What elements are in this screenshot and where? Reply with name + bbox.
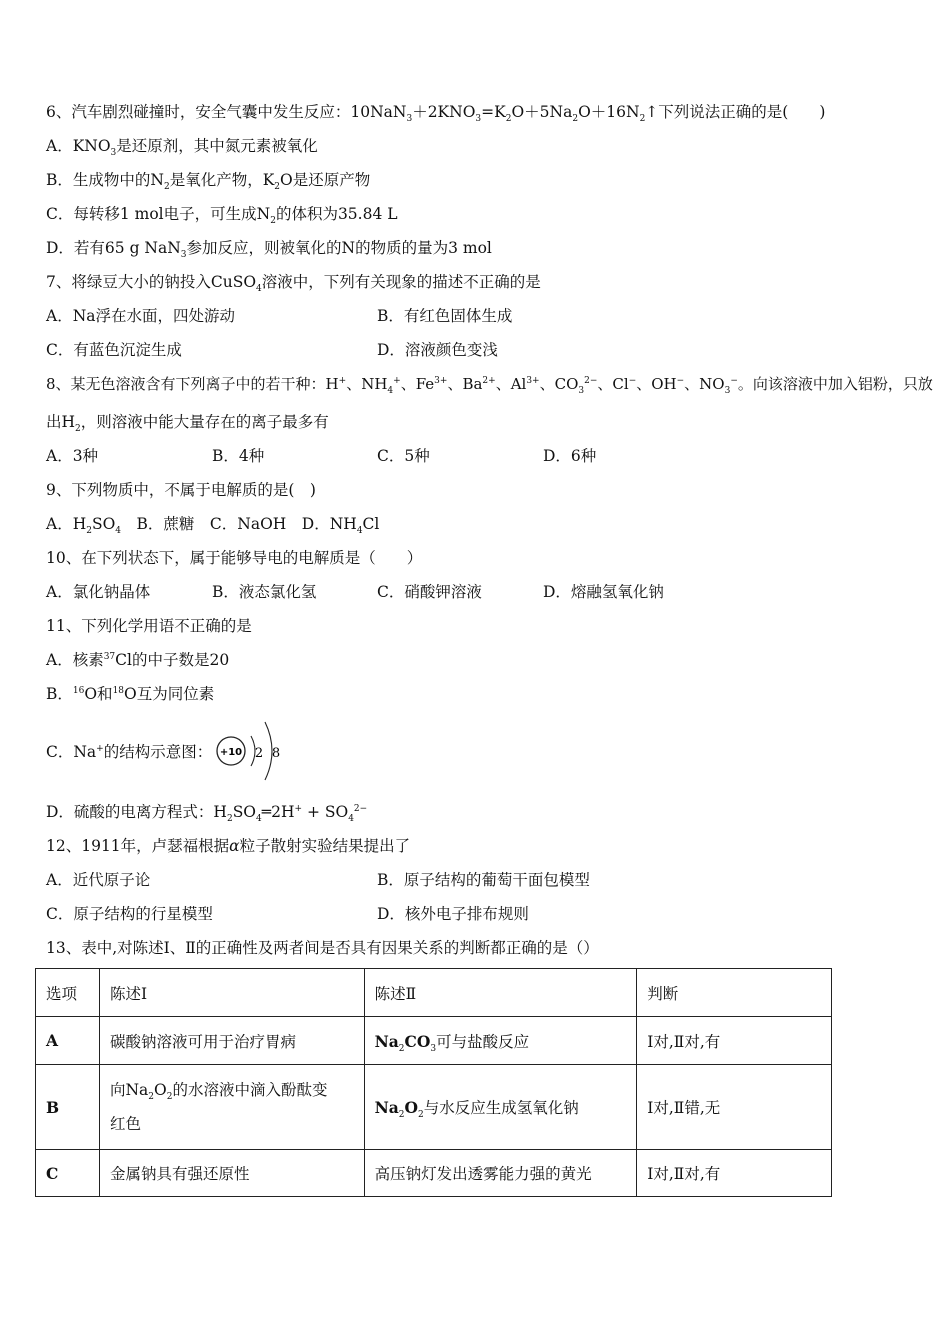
row-judgement: Ⅰ对,Ⅱ错,无 <box>637 1065 832 1150</box>
q12-option-a: A．近代原子论 <box>46 871 151 889</box>
q10-option-d: D．熔融氢氧化钠 <box>543 583 664 601</box>
q7-option-b: B．有红色固体生成 <box>377 307 513 325</box>
row-judgement: Ⅰ对,Ⅱ对,有 <box>637 1150 832 1197</box>
q11-option-a: A．核素$^{37}$Cl的中子数是20 <box>46 651 230 669</box>
q9-options: A．$H_2SO_4$ B．蔗糖 C．NaOH D．$NH_4Cl$ <box>46 515 380 537</box>
q13-stem: 13、表中,对陈述Ⅰ、Ⅱ的正确性及两者间是否具有因果关系的判断都正确的是（） <box>46 939 599 957</box>
row-statement-2: $Na_2O_2$与水反应生成氢氧化钠 <box>364 1065 637 1150</box>
q6-stem: 6、汽车剧烈碰撞时，安全气囊中发生反应：$10NaN_3+2KNO_3=K_2O+5Na_2O+16N_2↑$下列说法正确的是( ) <box>46 103 826 125</box>
table-row <box>36 1150 832 1197</box>
q10-option-a: A．氯化钠晶体 <box>46 583 151 601</box>
q8-option-c: C．5种 <box>377 447 430 465</box>
q12-option-c: C．原子结构的行星模型 <box>46 905 213 923</box>
q8-option-d: D．6种 <box>543 447 597 465</box>
row-option: B <box>36 1065 100 1150</box>
row-statement-1: 向$Na_2O_2$的水溶液中滴入酚酞变 红色 <box>99 1065 364 1150</box>
nucleus-charge: +10 <box>219 747 243 758</box>
shell-1-electrons: 2 <box>254 746 264 761</box>
q7-option-d: D．溶液颜色变浅 <box>377 341 498 359</box>
q11-option-c: C．Na+的结构示意图： <box>46 743 213 761</box>
q8-option-b: B．4种 <box>212 447 265 465</box>
q7-option-a: A．Na浮在水面，四处游动 <box>46 307 235 325</box>
row-statement-2: $Na_2CO_3$可与盐酸反应 <box>364 1017 637 1065</box>
q11-stem: 11、下列化学用语不正确的是 <box>46 617 252 635</box>
header-statement-1: 陈述Ⅰ <box>99 969 364 1017</box>
header-option: 选项 <box>36 969 100 1017</box>
q7-option-c: C．有蓝色沉淀生成 <box>46 341 182 359</box>
q10-option-c: C．硝酸钾溶液 <box>377 583 482 601</box>
table-row <box>36 1065 832 1150</box>
q10-option-b: B．液态氯化氢 <box>212 583 317 601</box>
q13-table <box>35 968 832 1197</box>
header-statement-2: 陈述Ⅱ <box>364 969 637 1017</box>
row-option: C <box>36 1150 100 1197</box>
alpha-symbol: α <box>229 837 240 855</box>
row-statement-1: 金属钠具有强还原性 <box>99 1150 364 1197</box>
q11-option-b: B．$^{16}$O和$^{18}$O互为同位素 <box>46 685 215 703</box>
q7-stem: 7、将绿豆大小的钠投入CuSO$_4$溶液中，下列有关现象的描述不正确的是 <box>46 273 541 295</box>
q6-option-c: C．每转移1 mol电子，可生成$N_2$的体积为35.84 L <box>46 205 398 227</box>
q8-option-a: A．3种 <box>46 447 99 465</box>
header-judgement: 判断 <box>637 969 832 1017</box>
q11-option-d: D．硫酸的电离方程式：$H_2SO_4═2H^+ + SO_4^{2-}$ <box>46 803 368 825</box>
q6-option-b: B．生成物中的$N_2$是氧化产物，$K_2O$是还原产物 <box>46 171 371 193</box>
table-header-row <box>36 969 832 1017</box>
row-judgement: Ⅰ对,Ⅱ对,有 <box>637 1017 832 1065</box>
q8-stem-line2: 出$H_2$，则溶液中能大量存在的离子最多有 <box>46 413 329 435</box>
row-statement-1: 碳酸钠溶液可用于治疗胃病 <box>99 1017 364 1065</box>
q6-option-d: D．若有65 g NaN$_3$参加反应，则被氧化的N的物质的量为3 mol <box>46 239 492 261</box>
q10-stem: 10、在下列状态下，属于能够导电的电解质是（ ） <box>46 549 423 567</box>
table-row <box>36 1017 832 1065</box>
q9-stem: 9、下列物质中，不属于电解质的是( ) <box>46 481 316 499</box>
row-statement-2: 高压钠灯发出透雾能力强的黄光 <box>364 1150 637 1197</box>
q8-stem: 8、某无色溶液含有下列离子中的若干种：H+、$NH_4^+$、$Fe^{3+}$、$Ba^{2+}$、$Al^{3+}$、$CO_3^{2-}$、Cl−、OH−、$NO_3^-$。向该溶液中加入铝粉，只放 <box>46 375 933 396</box>
sodium-ion-structure-diagram <box>213 718 283 782</box>
q6-option-a: A．$KNO_3$是还原剂，其中氮元素被氧化 <box>46 137 318 159</box>
q12-stem: 12、1911年，卢瑟福根据α粒子散射实验结果提出了 <box>46 837 411 855</box>
q12-option-d: D．核外电子排布规则 <box>377 905 529 923</box>
row-option: A <box>36 1017 100 1065</box>
q12-option-b: B．原子结构的葡萄干面包模型 <box>377 871 590 889</box>
shell-2-electrons: 8 <box>271 746 281 761</box>
